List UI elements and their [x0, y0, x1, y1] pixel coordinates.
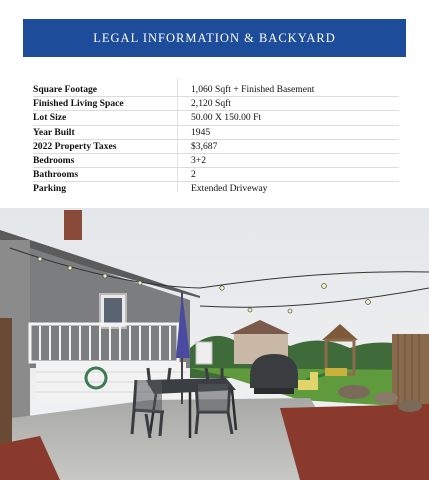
detail-value: 3+2	[191, 154, 207, 166]
detail-value: 1945	[191, 126, 211, 138]
detail-row-parking	[33, 182, 399, 195]
detail-label: Year Built	[33, 126, 75, 138]
detail-row-year-built	[33, 126, 399, 140]
detail-value: $3,687	[191, 140, 218, 152]
property-details-table	[33, 83, 399, 196]
detail-label: Square Footage	[33, 84, 98, 95]
detail-row-living-space	[33, 97, 399, 111]
detail-label: Parking	[33, 183, 67, 195]
detail-row-lot-size	[33, 111, 399, 125]
detail-row-square-footage	[33, 83, 399, 97]
section-banner	[23, 19, 406, 57]
detail-label: 2022 Property Taxes	[33, 140, 117, 152]
detail-row-bathrooms	[33, 168, 399, 182]
detail-value: 2	[191, 169, 196, 181]
detail-label: Finished Living Space	[33, 98, 124, 110]
detail-value: 50.00 X 150.00 Ft	[191, 112, 262, 124]
detail-value: 1,060 Sqft + Finished Basement	[191, 84, 315, 95]
detail-row-property-taxes	[33, 140, 399, 154]
section-title: LEGAL INFORMATION & BACKYARD	[93, 30, 336, 45]
detail-label: Lot Size	[33, 112, 67, 124]
detail-label: Bedrooms	[33, 154, 75, 166]
detail-label: Bathrooms	[33, 169, 79, 181]
backyard-photo	[0, 208, 429, 480]
detail-value: 2,120 Sqft	[191, 98, 231, 110]
detail-value: Extended Driveway	[191, 183, 268, 195]
detail-row-bedrooms	[33, 154, 399, 168]
